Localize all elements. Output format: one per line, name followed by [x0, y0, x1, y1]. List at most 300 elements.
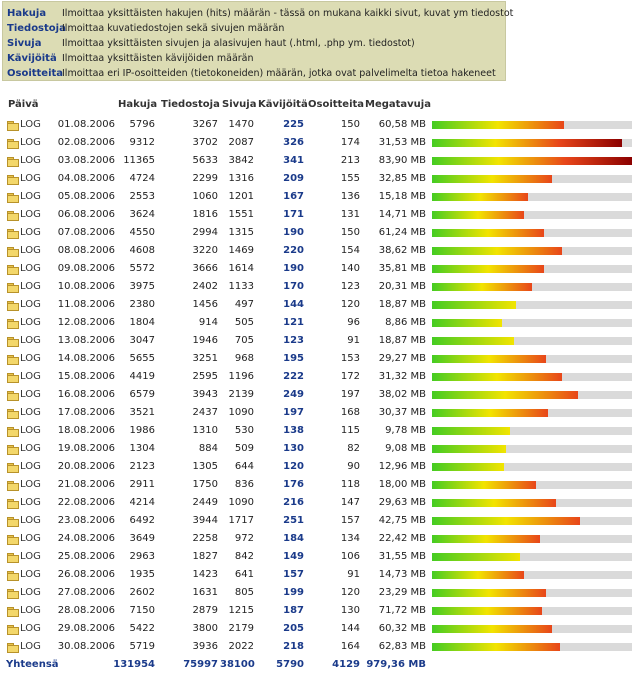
bandwidth-bar [432, 409, 548, 417]
osoitteita-cell: 134 [340, 533, 360, 544]
osoitteita-cell: 140 [340, 263, 360, 274]
table-row [0, 242, 636, 260]
log-link[interactable]: LOG [20, 281, 41, 292]
bandwidth-bar-track [432, 337, 632, 345]
kavijoita-cell: 222 [283, 371, 304, 382]
date-cell: 09.08.2006 [57, 263, 115, 274]
bandwidth-bar [432, 391, 578, 399]
hakuja-cell: 5796 [129, 119, 155, 130]
osoitteita-cell: 150 [340, 119, 360, 130]
osoitteita-cell: 150 [340, 227, 360, 238]
bandwidth-bar-track [432, 589, 632, 597]
legend-term: Hakuja [7, 8, 47, 19]
table-row [0, 224, 636, 242]
tiedostoja-cell: 1305 [192, 461, 218, 472]
legend-term: Osoitteita [7, 68, 64, 79]
table-row [0, 350, 636, 368]
log-link[interactable]: LOG [20, 191, 41, 202]
log-link[interactable]: LOG [20, 407, 41, 418]
osoitteita-cell: 164 [340, 641, 360, 652]
bandwidth-bar [432, 301, 516, 309]
folder-icon [7, 571, 19, 580]
bandwidth-bar-track [432, 463, 632, 471]
log-link[interactable]: LOG [20, 155, 41, 166]
folder-icon [7, 589, 19, 598]
log-link[interactable]: LOG [20, 335, 41, 346]
osoitteita-cell: 120 [340, 299, 360, 310]
totals-sivuja: 38100 [220, 659, 255, 670]
header-megatavuja: Megatavuja [365, 99, 431, 110]
bandwidth-bar [432, 175, 552, 183]
tiedostoja-cell: 2437 [192, 407, 218, 418]
log-link[interactable]: LOG [20, 245, 41, 256]
date-cell: 14.08.2006 [57, 353, 115, 364]
tiedostoja-cell: 2879 [192, 605, 218, 616]
log-link[interactable]: LOG [20, 533, 41, 544]
hakuja-cell: 1804 [129, 317, 155, 328]
table-row [0, 404, 636, 422]
sivuja-cell: 1133 [228, 281, 254, 292]
megatavuja-cell: 62,83 MB [378, 641, 426, 652]
bandwidth-bar [432, 211, 524, 219]
folder-icon [7, 445, 19, 454]
osoitteita-cell: 155 [340, 173, 360, 184]
osoitteita-cell: 115 [340, 425, 360, 436]
bandwidth-bar-track [432, 247, 632, 255]
tiedostoja-cell: 3251 [192, 353, 218, 364]
kavijoita-cell: 170 [283, 281, 304, 292]
bandwidth-bar [432, 427, 510, 435]
totals-kavijoita: 5790 [276, 659, 304, 670]
kavijoita-cell: 120 [283, 461, 304, 472]
sivuja-cell: 1215 [228, 605, 254, 616]
tiedostoja-cell: 1456 [192, 299, 218, 310]
hakuja-cell: 3521 [129, 407, 155, 418]
date-cell: 03.08.2006 [57, 155, 115, 166]
megatavuja-cell: 31,55 MB [378, 551, 426, 562]
folder-icon [7, 535, 19, 544]
tiedostoja-cell: 3702 [192, 137, 218, 148]
kavijoita-cell: 123 [283, 335, 304, 346]
hakuja-cell: 6492 [129, 515, 155, 526]
bandwidth-bar [432, 157, 632, 165]
table-row [0, 116, 636, 134]
kavijoita-cell: 251 [283, 515, 304, 526]
megatavuja-cell: 8,86 MB [385, 317, 426, 328]
kavijoita-cell: 197 [283, 407, 304, 418]
table-row [0, 314, 636, 332]
table-row [0, 152, 636, 170]
osoitteita-cell: 130 [340, 605, 360, 616]
bandwidth-bar-track [432, 121, 632, 129]
table-row [0, 440, 636, 458]
bandwidth-bar-track [432, 517, 632, 525]
log-link[interactable]: LOG [20, 119, 41, 130]
table-row [0, 296, 636, 314]
sivuja-cell: 842 [234, 551, 254, 562]
osoitteita-cell: 91 [347, 569, 360, 580]
tiedostoja-cell: 1750 [192, 479, 218, 490]
tiedostoja-cell: 3267 [192, 119, 218, 130]
totals-tiedostoja: 75997 [183, 659, 218, 670]
megatavuja-cell: 42,75 MB [378, 515, 426, 526]
legend-description: Ilmoittaa yksittäisten hakujen (hits) määrän - tässä on mukana kaikki sivut, kuvat ym tiedostot [62, 8, 514, 19]
bandwidth-bar-track [432, 445, 632, 453]
megatavuja-cell: 32,85 MB [378, 173, 426, 184]
date-cell: 22.08.2006 [57, 497, 115, 508]
kavijoita-cell: 341 [283, 155, 304, 166]
table-row [0, 368, 636, 386]
kavijoita-cell: 218 [283, 641, 304, 652]
sivuja-cell: 968 [234, 353, 254, 364]
hakuja-cell: 3047 [129, 335, 155, 346]
megatavuja-cell: 9,78 MB [385, 425, 426, 436]
osoitteita-cell: 91 [347, 335, 360, 346]
bandwidth-bar [432, 625, 552, 633]
log-link[interactable]: LOG [20, 443, 41, 454]
megatavuja-cell: 20,31 MB [378, 281, 426, 292]
sivuja-cell: 705 [234, 335, 254, 346]
kavijoita-cell: 190 [283, 227, 304, 238]
sivuja-cell: 1469 [228, 245, 254, 256]
legend-term: Tiedostoja [7, 23, 66, 34]
bandwidth-bar-track [432, 607, 632, 615]
hakuja-cell: 4214 [129, 497, 155, 508]
osoitteita-cell: 172 [340, 371, 360, 382]
date-cell: 13.08.2006 [57, 335, 115, 346]
bandwidth-bar [432, 373, 562, 381]
megatavuja-cell: 31,32 MB [378, 371, 426, 382]
sivuja-cell: 1470 [228, 119, 254, 130]
log-link[interactable]: LOG [20, 137, 41, 148]
osoitteita-cell: 153 [340, 353, 360, 364]
hakuja-cell: 1935 [129, 569, 155, 580]
bandwidth-bar [432, 607, 542, 615]
osoitteita-cell: 157 [340, 515, 360, 526]
date-cell: 19.08.2006 [57, 443, 115, 454]
bandwidth-bar [432, 193, 528, 201]
tiedostoja-cell: 3800 [192, 623, 218, 634]
osoitteita-cell: 174 [340, 137, 360, 148]
bandwidth-bar-track [432, 481, 632, 489]
kavijoita-cell: 157 [283, 569, 304, 580]
log-link[interactable]: LOG [20, 389, 41, 400]
log-link[interactable]: LOG [20, 371, 41, 382]
table-row [0, 638, 636, 656]
date-cell: 24.08.2006 [57, 533, 115, 544]
date-cell: 23.08.2006 [57, 515, 115, 526]
sivuja-cell: 805 [234, 587, 254, 598]
folder-icon [7, 319, 19, 328]
bandwidth-bar-track [432, 139, 632, 147]
legend-description: Ilmoittaa yksittäisten kävijöiden määrän [62, 53, 254, 64]
date-cell: 02.08.2006 [57, 137, 115, 148]
folder-icon [7, 157, 19, 166]
table-row [0, 566, 636, 584]
folder-icon [7, 499, 19, 508]
log-link[interactable]: LOG [20, 227, 41, 238]
tiedostoja-cell: 5633 [192, 155, 218, 166]
megatavuja-cell: 30,37 MB [378, 407, 426, 418]
sivuja-cell: 2022 [228, 641, 254, 652]
hakuja-cell: 2553 [129, 191, 155, 202]
sivuja-cell: 644 [234, 461, 254, 472]
osoitteita-cell: 123 [340, 281, 360, 292]
table-row [0, 458, 636, 476]
table-row [0, 278, 636, 296]
osoitteita-cell: 147 [340, 497, 360, 508]
sivuja-cell: 530 [234, 425, 254, 436]
kavijoita-cell: 149 [283, 551, 304, 562]
megatavuja-cell: 35,81 MB [378, 263, 426, 274]
folder-icon [7, 139, 19, 148]
hakuja-cell: 2963 [129, 551, 155, 562]
folder-icon [7, 229, 19, 238]
header-hakuja: Hakuja [118, 99, 158, 110]
folder-icon [7, 247, 19, 256]
megatavuja-cell: 60,58 MB [378, 119, 426, 130]
header-tiedostoja: Tiedostoja [161, 99, 220, 110]
bandwidth-bar-track [432, 355, 632, 363]
sivuja-cell: 1614 [228, 263, 254, 274]
kavijoita-cell: 195 [283, 353, 304, 364]
sivuja-cell: 1717 [228, 515, 254, 526]
kavijoita-cell: 199 [283, 587, 304, 598]
hakuja-cell: 1986 [129, 425, 155, 436]
sivuja-cell: 641 [234, 569, 254, 580]
hakuja-cell: 2602 [129, 587, 155, 598]
bandwidth-bar-track [432, 427, 632, 435]
kavijoita-cell: 209 [283, 173, 304, 184]
date-cell: 06.08.2006 [57, 209, 115, 220]
hakuja-cell: 5719 [129, 641, 155, 652]
kavijoita-cell: 187 [283, 605, 304, 616]
megatavuja-cell: 14,73 MB [378, 569, 426, 580]
bandwidth-bar [432, 355, 546, 363]
sivuja-cell: 2139 [228, 389, 254, 400]
tiedostoja-cell: 1816 [192, 209, 218, 220]
log-link[interactable]: LOG [20, 317, 41, 328]
legend-description: Ilmoittaa eri IP-osoitteiden (tietokoneiden) määrän, jotka ovat palvelimelta tietoa hakeneet [62, 68, 496, 79]
tiedostoja-cell: 1946 [192, 335, 218, 346]
date-cell: 28.08.2006 [57, 605, 115, 616]
hakuja-cell: 3649 [129, 533, 155, 544]
bandwidth-bar [432, 337, 514, 345]
kavijoita-cell: 121 [283, 317, 304, 328]
tiedostoja-cell: 3943 [192, 389, 218, 400]
legend-box [2, 1, 514, 81]
bandwidth-bar [432, 571, 524, 579]
hakuja-cell: 4608 [129, 245, 155, 256]
table-row [0, 260, 636, 278]
osoitteita-cell: 82 [347, 443, 360, 454]
megatavuja-cell: 83,90 MB [378, 155, 426, 166]
totals-row [0, 656, 636, 674]
legend-description: Ilmoittaa yksittäisten sivujen ja alasivujen haut (.html, .php ym. tiedostot) [62, 38, 415, 49]
folder-icon [7, 175, 19, 184]
hakuja-cell: 3624 [129, 209, 155, 220]
folder-icon [7, 409, 19, 418]
folder-icon [7, 391, 19, 400]
bandwidth-bar [432, 139, 622, 147]
hakuja-cell: 11365 [123, 155, 155, 166]
megatavuja-cell: 29,63 MB [378, 497, 426, 508]
megatavuja-cell: 18,87 MB [378, 335, 426, 346]
osoitteita-cell: 154 [340, 245, 360, 256]
sivuja-cell: 1090 [228, 407, 254, 418]
log-link[interactable]: LOG [20, 551, 41, 562]
date-cell: 11.08.2006 [57, 299, 115, 310]
tiedostoja-cell: 2449 [192, 497, 218, 508]
kavijoita-cell: 216 [283, 497, 304, 508]
date-cell: 18.08.2006 [57, 425, 115, 436]
date-cell: 01.08.2006 [57, 119, 115, 130]
sivuja-cell: 2087 [228, 137, 254, 148]
osoitteita-cell: 197 [340, 389, 360, 400]
log-link[interactable]: LOG [20, 497, 41, 508]
hakuja-cell: 6579 [129, 389, 155, 400]
totals-osoitteita: 4129 [332, 659, 360, 670]
kavijoita-cell: 205 [283, 623, 304, 634]
tiedostoja-cell: 3936 [192, 641, 218, 652]
table-row [0, 332, 636, 350]
log-link[interactable]: LOG [20, 299, 41, 310]
bandwidth-bar [432, 265, 544, 273]
bandwidth-bar-track [432, 175, 632, 183]
log-link[interactable]: LOG [20, 173, 41, 184]
folder-icon [7, 625, 19, 634]
kavijoita-cell: 144 [283, 299, 304, 310]
hakuja-cell: 9312 [129, 137, 155, 148]
osoitteita-cell: 90 [347, 461, 360, 472]
folder-icon [7, 337, 19, 346]
tiedostoja-cell: 3220 [192, 245, 218, 256]
sivuja-cell: 1090 [228, 497, 254, 508]
date-cell: 08.08.2006 [57, 245, 115, 256]
bandwidth-bar-track [432, 535, 632, 543]
log-link[interactable]: LOG [20, 641, 41, 652]
folder-icon [7, 301, 19, 310]
osoitteita-cell: 144 [340, 623, 360, 634]
log-link[interactable]: LOG [20, 209, 41, 220]
table-row [0, 134, 636, 152]
osoitteita-cell: 106 [340, 551, 360, 562]
bandwidth-bar [432, 481, 536, 489]
totals-label: Yhteensä [6, 659, 59, 670]
bandwidth-bar [432, 445, 506, 453]
header-osoitteita: Osoitteita [308, 99, 365, 110]
totals-megatavuja: 979,36 MB [366, 659, 426, 670]
date-cell: 17.08.2006 [57, 407, 115, 418]
header-paiva: Päivä [8, 99, 39, 110]
megatavuja-cell: 23,29 MB [378, 587, 426, 598]
megatavuja-cell: 61,24 MB [378, 227, 426, 238]
megatavuja-cell: 60,32 MB [378, 623, 426, 634]
osoitteita-cell: 168 [340, 407, 360, 418]
bandwidth-bar [432, 319, 502, 327]
log-link[interactable]: LOG [20, 425, 41, 436]
kavijoita-cell: 138 [283, 425, 304, 436]
sivuja-cell: 1196 [228, 371, 254, 382]
folder-icon [7, 643, 19, 652]
table-row [0, 494, 636, 512]
bandwidth-bar [432, 643, 560, 651]
folder-icon [7, 373, 19, 382]
kavijoita-cell: 225 [283, 119, 304, 130]
table-row [0, 530, 636, 548]
date-cell: 20.08.2006 [57, 461, 115, 472]
tiedostoja-cell: 1827 [192, 551, 218, 562]
tiedostoja-cell: 1060 [192, 191, 218, 202]
header-kavijoita: Kävijöitä [258, 99, 308, 110]
log-link[interactable]: LOG [20, 515, 41, 526]
table-row [0, 620, 636, 638]
tiedostoja-cell: 3944 [192, 515, 218, 526]
table-row [0, 584, 636, 602]
sivuja-cell: 972 [234, 533, 254, 544]
table-row [0, 170, 636, 188]
folder-icon [7, 265, 19, 274]
kavijoita-cell: 176 [283, 479, 304, 490]
table-row [0, 422, 636, 440]
log-link[interactable]: LOG [20, 353, 41, 364]
kavijoita-cell: 167 [283, 191, 304, 202]
hakuja-cell: 7150 [129, 605, 155, 616]
bandwidth-bar-track [432, 571, 632, 579]
sivuja-cell: 509 [234, 443, 254, 454]
megatavuja-cell: 18,00 MB [378, 479, 426, 490]
sivuja-cell: 505 [234, 317, 254, 328]
kavijoita-cell: 220 [283, 245, 304, 256]
date-cell: 30.08.2006 [57, 641, 115, 652]
osoitteita-cell: 213 [340, 155, 360, 166]
date-cell: 15.08.2006 [57, 371, 115, 382]
folder-icon [7, 121, 19, 130]
megatavuja-cell: 31,53 MB [378, 137, 426, 148]
folder-icon [7, 193, 19, 202]
totals-hakuja: 131954 [113, 659, 155, 670]
hakuja-cell: 2380 [129, 299, 155, 310]
bandwidth-bar-track [432, 499, 632, 507]
folder-icon [7, 607, 19, 616]
megatavuja-cell: 14,71 MB [378, 209, 426, 220]
log-link[interactable]: LOG [20, 587, 41, 598]
date-cell: 25.08.2006 [57, 551, 115, 562]
folder-icon [7, 211, 19, 220]
megatavuja-cell: 12,96 MB [378, 461, 426, 472]
osoitteita-cell: 131 [340, 209, 360, 220]
log-link[interactable]: LOG [20, 479, 41, 490]
tiedostoja-cell: 2595 [192, 371, 218, 382]
log-link[interactable]: LOG [20, 569, 41, 580]
kavijoita-cell: 184 [283, 533, 304, 544]
kavijoita-cell: 190 [283, 263, 304, 274]
sivuja-cell: 1201 [228, 191, 254, 202]
log-link[interactable]: LOG [20, 461, 41, 472]
log-link[interactable]: LOG [20, 605, 41, 616]
megatavuja-cell: 71,72 MB [378, 605, 426, 616]
tiedostoja-cell: 1631 [192, 587, 218, 598]
log-link[interactable]: LOG [20, 263, 41, 274]
legend-description: Ilmoittaa kuvatiedostojen sekä sivujen määrän [62, 23, 285, 34]
bandwidth-bar-track [432, 301, 632, 309]
hakuja-cell: 4550 [129, 227, 155, 238]
log-link[interactable]: LOG [20, 623, 41, 634]
bandwidth-bar-track [432, 193, 632, 201]
hakuja-cell: 2123 [129, 461, 155, 472]
bandwidth-bar-track [432, 643, 632, 651]
date-cell: 26.08.2006 [57, 569, 115, 580]
